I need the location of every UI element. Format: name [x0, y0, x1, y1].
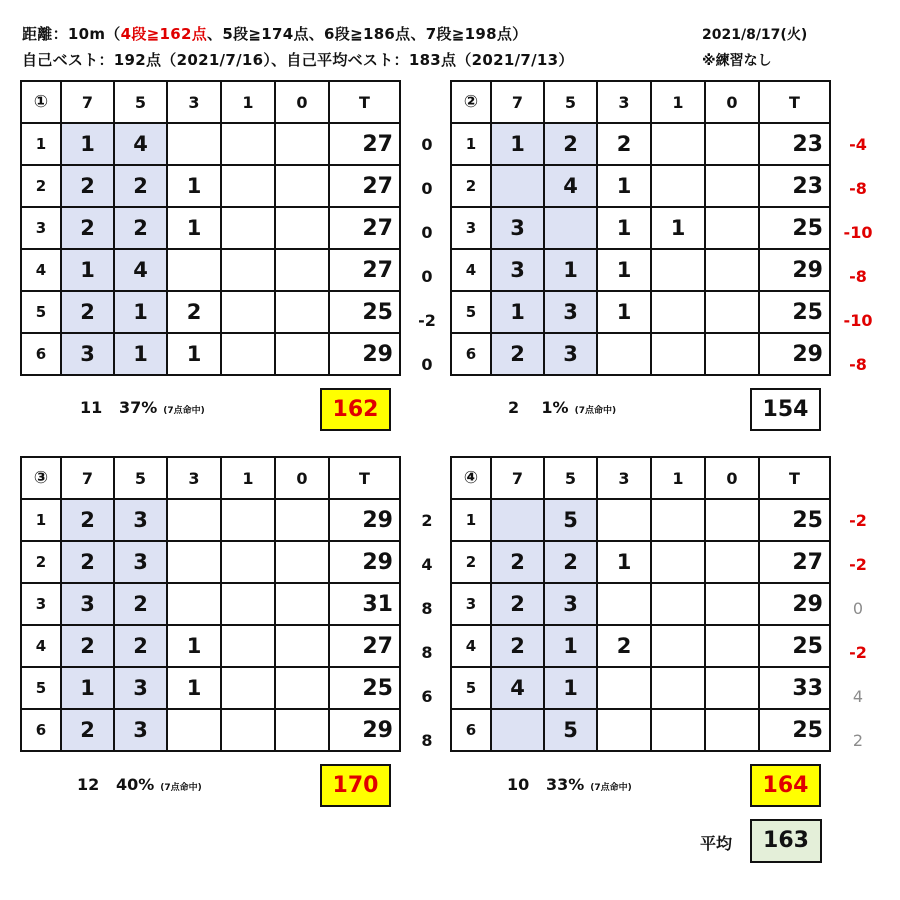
count-cell: 2 — [61, 541, 114, 583]
between-diff: 0 — [421, 135, 433, 154]
count-cell — [275, 165, 329, 207]
count-cell: 2 — [114, 625, 167, 667]
column-header: 3 — [597, 457, 651, 499]
end-number: 6 — [21, 333, 61, 375]
grade-4-criterion: 4段≧162点 — [120, 25, 208, 43]
count-cell: 1 — [597, 165, 651, 207]
table-row — [451, 249, 830, 291]
header-row — [21, 457, 400, 499]
count-cell: 3 — [544, 583, 597, 625]
delta-value: 2 — [852, 731, 864, 750]
delta-value: -8 — [849, 355, 867, 374]
count-cell — [275, 291, 329, 333]
delta-value: -2 — [849, 555, 867, 574]
count-cell — [705, 667, 759, 709]
count-cell: 1 — [544, 667, 597, 709]
delta-value: -10 — [843, 311, 873, 330]
count-cell: 3 — [114, 499, 167, 541]
between-diff: 0 — [421, 355, 433, 374]
column-header: 1 — [221, 81, 275, 123]
table-row — [21, 165, 400, 207]
end-total-cell: 29 — [759, 333, 830, 375]
round-1-total: 162 — [320, 388, 391, 431]
table-row — [451, 541, 830, 583]
table-row — [21, 291, 400, 333]
end-number: 2 — [451, 165, 491, 207]
count-cell: 1 — [167, 207, 221, 249]
count-cell — [221, 207, 275, 249]
end-total-cell: 29 — [329, 333, 400, 375]
column-header: 7 — [61, 457, 114, 499]
column-header: 7 — [491, 81, 544, 123]
end-total-cell: 31 — [329, 583, 400, 625]
round-4-table — [450, 456, 831, 752]
count-cell: 4 — [114, 249, 167, 291]
count-cell: 1 — [61, 249, 114, 291]
count-cell — [705, 583, 759, 625]
count-cell — [597, 667, 651, 709]
count-cell: 3 — [544, 291, 597, 333]
count-cell: 1 — [114, 333, 167, 375]
header-row — [21, 81, 400, 123]
count-cell — [651, 583, 705, 625]
practice-note: ※練習なし — [702, 53, 772, 69]
count-cell — [705, 499, 759, 541]
average-label: 平均 — [700, 834, 733, 853]
count-cell — [597, 709, 651, 751]
end-number: 5 — [451, 291, 491, 333]
count-cell — [167, 541, 221, 583]
session-date: 2021/8/17(火) — [702, 27, 808, 43]
count-cell — [651, 123, 705, 165]
count-cell — [705, 625, 759, 667]
count-cell — [651, 249, 705, 291]
count-cell — [167, 249, 221, 291]
count-cell — [651, 333, 705, 375]
end-total-cell: 23 — [759, 165, 830, 207]
between-diff: 8 — [421, 599, 433, 618]
average-value: 163 — [750, 819, 822, 863]
count-cell: 3 — [491, 207, 544, 249]
between-diff: 0 — [421, 179, 433, 198]
end-total-cell: 27 — [759, 541, 830, 583]
column-header: 3 — [167, 81, 221, 123]
end-number: 1 — [451, 499, 491, 541]
count-cell: 3 — [491, 249, 544, 291]
end-number: 5 — [451, 667, 491, 709]
count-cell: 1 — [544, 625, 597, 667]
count-cell: 1 — [167, 625, 221, 667]
count-cell: 2 — [114, 583, 167, 625]
end-number: 4 — [21, 625, 61, 667]
table-row — [21, 709, 400, 751]
count-cell — [705, 709, 759, 751]
column-header: 5 — [544, 81, 597, 123]
count-cell: 2 — [544, 541, 597, 583]
count-cell: 5 — [544, 499, 597, 541]
end-total-cell: 29 — [329, 541, 400, 583]
end-number: 3 — [21, 207, 61, 249]
column-header: 0 — [705, 81, 759, 123]
column-header: 1 — [651, 81, 705, 123]
column-header: 0 — [705, 457, 759, 499]
between-diff: 8 — [421, 731, 433, 750]
count-cell — [491, 709, 544, 751]
end-total-cell: 25 — [759, 499, 830, 541]
end-total-cell: 27 — [329, 625, 400, 667]
count-cell: 2 — [491, 583, 544, 625]
column-header: 3 — [167, 457, 221, 499]
end-total-cell: 25 — [759, 291, 830, 333]
end-number: 2 — [21, 541, 61, 583]
count-cell: 2 — [491, 541, 544, 583]
table-row — [451, 709, 830, 751]
count-cell — [167, 499, 221, 541]
end-total-cell: 29 — [329, 499, 400, 541]
end-total-cell: 29 — [329, 709, 400, 751]
column-header: 5 — [544, 457, 597, 499]
column-header: T — [759, 81, 830, 123]
count-cell: 1 — [544, 249, 597, 291]
end-number: 4 — [451, 625, 491, 667]
delta-value: 4 — [852, 687, 864, 706]
end-total-cell: 25 — [759, 625, 830, 667]
count-cell: 1 — [597, 207, 651, 249]
count-cell: 3 — [114, 667, 167, 709]
count-cell — [651, 291, 705, 333]
count-cell — [221, 583, 275, 625]
column-header: 1 — [651, 457, 705, 499]
end-number: 5 — [21, 667, 61, 709]
count-cell — [651, 541, 705, 583]
count-cell: 1 — [167, 667, 221, 709]
count-cell: 4 — [491, 667, 544, 709]
distance-criteria: 距離：10m（4段≧162点、5段≧174点、6段≧186点、7段≧198点） — [22, 25, 528, 43]
count-cell — [221, 291, 275, 333]
count-cell: 1 — [61, 667, 114, 709]
delta-value: 0 — [852, 599, 864, 618]
count-cell — [705, 249, 759, 291]
count-cell — [544, 207, 597, 249]
column-header: 5 — [114, 457, 167, 499]
column-header: T — [759, 457, 830, 499]
end-number: 1 — [21, 499, 61, 541]
round-1-stat: 11 37% (7点命中) — [80, 398, 205, 417]
count-cell: 2 — [597, 625, 651, 667]
count-cell — [221, 499, 275, 541]
count-cell: 1 — [491, 291, 544, 333]
count-cell — [597, 499, 651, 541]
count-cell — [705, 207, 759, 249]
end-number: 2 — [21, 165, 61, 207]
count-cell — [275, 333, 329, 375]
delta-value: -2 — [849, 643, 867, 662]
count-cell: 2 — [61, 207, 114, 249]
count-cell: 1 — [114, 291, 167, 333]
count-cell — [705, 291, 759, 333]
count-cell — [651, 709, 705, 751]
round-4-stat: 10 33% (7点命中) — [507, 775, 632, 794]
between-diff: 0 — [421, 223, 433, 242]
column-header: 5 — [114, 81, 167, 123]
header-row — [451, 81, 830, 123]
count-cell — [275, 667, 329, 709]
count-cell — [221, 709, 275, 751]
end-total-cell: 29 — [759, 583, 830, 625]
end-total-cell: 25 — [759, 207, 830, 249]
end-number: 6 — [451, 333, 491, 375]
column-header: T — [329, 81, 400, 123]
end-total-cell: 29 — [759, 249, 830, 291]
table-row — [451, 165, 830, 207]
count-cell — [275, 541, 329, 583]
count-cell — [275, 625, 329, 667]
count-cell: 1 — [491, 123, 544, 165]
round-1-table — [20, 80, 401, 376]
count-cell: 2 — [61, 625, 114, 667]
between-diff: -2 — [418, 311, 436, 330]
count-cell — [221, 165, 275, 207]
end-total-cell: 25 — [759, 709, 830, 751]
count-cell: 2 — [597, 123, 651, 165]
end-number: 1 — [451, 123, 491, 165]
count-cell — [221, 541, 275, 583]
count-cell — [221, 333, 275, 375]
count-cell — [275, 249, 329, 291]
table-row — [451, 499, 830, 541]
delta-value: -8 — [849, 179, 867, 198]
count-cell — [221, 249, 275, 291]
end-number: 4 — [451, 249, 491, 291]
end-total-cell: 33 — [759, 667, 830, 709]
table-row — [21, 667, 400, 709]
count-cell — [275, 583, 329, 625]
round-label: ② — [451, 81, 491, 123]
count-cell — [705, 165, 759, 207]
personal-best: 自己ベスト：192点（2021/7/16）、自己平均ベスト：183点（2021/7/13） — [22, 51, 574, 69]
column-header: 1 — [221, 457, 275, 499]
table-row — [451, 625, 830, 667]
count-cell — [491, 499, 544, 541]
table-row — [451, 291, 830, 333]
count-cell: 2 — [167, 291, 221, 333]
count-cell: 3 — [544, 333, 597, 375]
count-cell: 1 — [597, 249, 651, 291]
delta-value: -4 — [849, 135, 867, 154]
table-row — [451, 207, 830, 249]
count-cell — [705, 541, 759, 583]
round-2-stat: 2 1% (7点命中) — [508, 398, 617, 417]
count-cell: 4 — [544, 165, 597, 207]
end-total-cell: 27 — [329, 207, 400, 249]
count-cell: 1 — [167, 165, 221, 207]
end-total-cell: 27 — [329, 123, 400, 165]
count-cell: 2 — [544, 123, 597, 165]
count-cell: 1 — [597, 541, 651, 583]
count-cell: 2 — [491, 625, 544, 667]
table-row — [21, 499, 400, 541]
end-total-cell: 25 — [329, 667, 400, 709]
end-number: 5 — [21, 291, 61, 333]
column-header: 7 — [61, 81, 114, 123]
between-diff: 2 — [421, 511, 433, 530]
count-cell — [651, 625, 705, 667]
end-number: 2 — [451, 541, 491, 583]
delta-value: -8 — [849, 267, 867, 286]
column-header: 0 — [275, 457, 329, 499]
table-row — [451, 667, 830, 709]
end-number: 6 — [451, 709, 491, 751]
count-cell — [167, 123, 221, 165]
delta-value: -10 — [843, 223, 873, 242]
count-cell: 1 — [61, 123, 114, 165]
table-row — [21, 207, 400, 249]
table-row — [21, 625, 400, 667]
table-row — [21, 583, 400, 625]
end-total-cell: 25 — [329, 291, 400, 333]
count-cell — [597, 583, 651, 625]
delta-value: -2 — [849, 511, 867, 530]
round-label: ④ — [451, 457, 491, 499]
count-cell — [221, 667, 275, 709]
count-cell — [651, 499, 705, 541]
round-3-table — [20, 456, 401, 752]
round-2-total: 154 — [750, 388, 821, 431]
count-cell — [491, 165, 544, 207]
table-row — [451, 123, 830, 165]
count-cell: 4 — [114, 123, 167, 165]
count-cell — [221, 625, 275, 667]
column-header: 3 — [597, 81, 651, 123]
table-row — [21, 333, 400, 375]
count-cell — [221, 123, 275, 165]
count-cell — [275, 207, 329, 249]
column-header: 7 — [491, 457, 544, 499]
column-header: T — [329, 457, 400, 499]
table-row — [21, 123, 400, 165]
count-cell: 2 — [61, 709, 114, 751]
round-4-total: 164 — [750, 764, 821, 807]
round-3-stat: 12 40% (7点命中) — [77, 775, 202, 794]
count-cell: 5 — [544, 709, 597, 751]
end-number: 3 — [451, 583, 491, 625]
between-diff: 4 — [421, 555, 433, 574]
count-cell: 2 — [114, 207, 167, 249]
end-total-cell: 23 — [759, 123, 830, 165]
between-diff: 0 — [421, 267, 433, 286]
round-label: ① — [21, 81, 61, 123]
count-cell — [705, 123, 759, 165]
count-cell: 3 — [61, 333, 114, 375]
round-3-total: 170 — [320, 764, 391, 807]
count-cell — [651, 667, 705, 709]
end-total-cell: 27 — [329, 165, 400, 207]
count-cell: 1 — [597, 291, 651, 333]
count-cell — [167, 709, 221, 751]
count-cell: 1 — [167, 333, 221, 375]
count-cell: 2 — [61, 291, 114, 333]
end-number: 3 — [21, 583, 61, 625]
round-label: ③ — [21, 457, 61, 499]
count-cell — [167, 583, 221, 625]
count-cell: 3 — [114, 541, 167, 583]
count-cell — [597, 333, 651, 375]
table-row — [451, 333, 830, 375]
column-header: 0 — [275, 81, 329, 123]
count-cell: 3 — [61, 583, 114, 625]
header-row — [451, 457, 830, 499]
count-cell: 2 — [61, 499, 114, 541]
count-cell: 3 — [114, 709, 167, 751]
end-number: 6 — [21, 709, 61, 751]
between-diff: 6 — [421, 687, 433, 706]
end-number: 3 — [451, 207, 491, 249]
count-cell: 2 — [491, 333, 544, 375]
count-cell: 2 — [61, 165, 114, 207]
end-total-cell: 27 — [329, 249, 400, 291]
count-cell — [651, 165, 705, 207]
count-cell — [275, 709, 329, 751]
end-number: 4 — [21, 249, 61, 291]
table-row — [21, 541, 400, 583]
count-cell — [275, 123, 329, 165]
round-2-table — [450, 80, 831, 376]
count-cell — [705, 333, 759, 375]
between-diff: 8 — [421, 643, 433, 662]
table-row — [451, 583, 830, 625]
table-row — [21, 249, 400, 291]
count-cell: 2 — [114, 165, 167, 207]
count-cell — [275, 499, 329, 541]
count-cell: 1 — [651, 207, 705, 249]
end-number: 1 — [21, 123, 61, 165]
